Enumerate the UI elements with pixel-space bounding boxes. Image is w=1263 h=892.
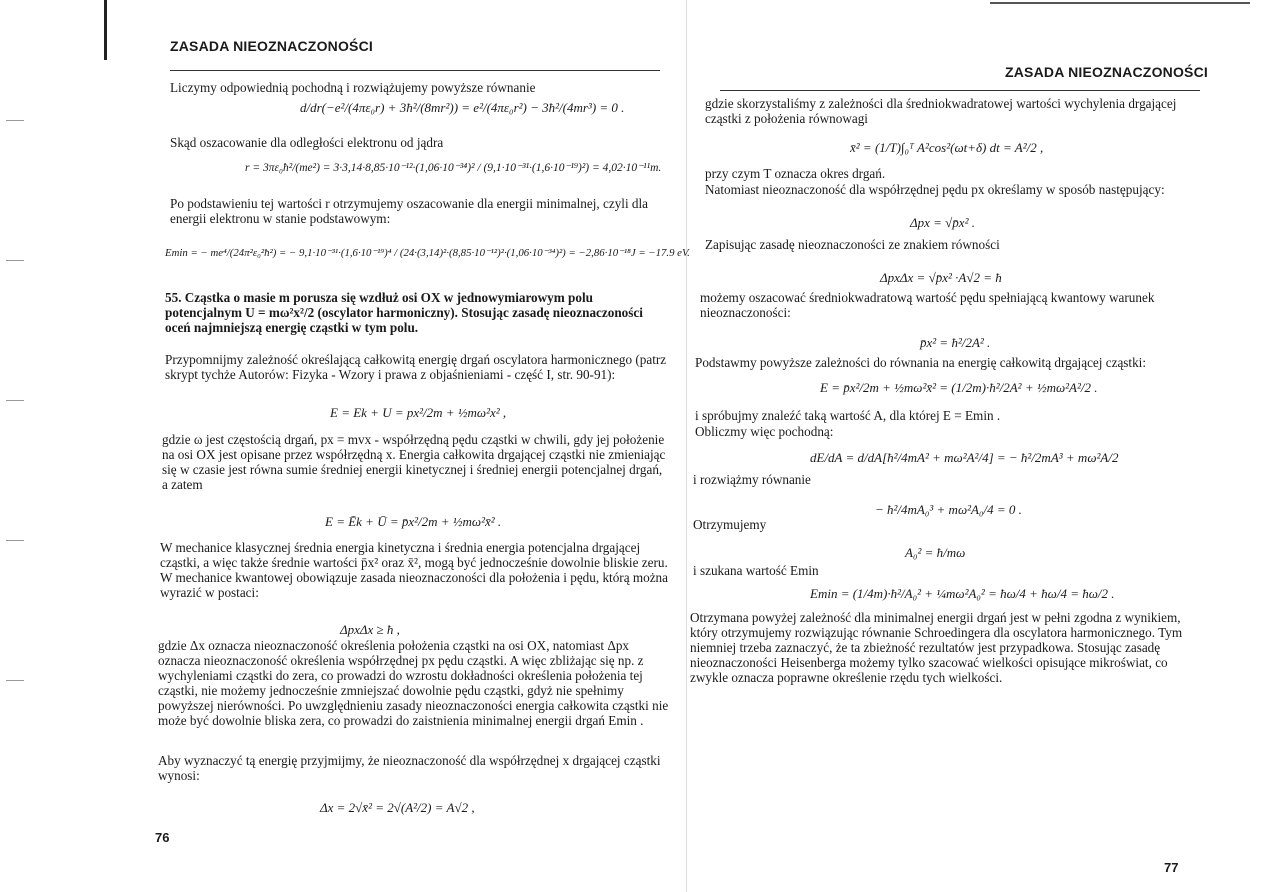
problem-statement: 55. Cząstka o masie m porusza się wzdłuż osi OX w jednowymiarowym polu potencjalnym U = mω²x²/2 (oscylator harmoniczny). Stosując zasadę nieoznaczoności oceń najmniejszą energię cząstki w tym polu. <box>165 290 643 335</box>
paragraph: gdzie skorzystaliśmy z zależności dla średniokwadratowej wartości wychylenia drgającej cząstki z położenia równowagi <box>705 96 1177 126</box>
paragraph: Przypomnijmy zależność określającą całkowitą energię drgań oscylatora harmonicznego (patrz skrypt tychże Autorów: Fizyka - Wzory i prawa z objaśnieniami - część I, str. 90-91): <box>165 352 667 382</box>
paragraph: i rozwiążmy równanie <box>693 472 811 487</box>
paragraph: i szukana wartość Emin <box>693 563 819 578</box>
paragraph: gdzie Δx oznacza nieoznaczoność określenia położenia cząstki na osi OX, natomiast Δpx oznacza nieoznaczoność określenia współrzędnej px pędu cząstki. A więc zbliżając się np. z wychyleniami cząstki do zera, co prowadzi do wzrostu dokładności określenia położenia tej cząstki, nie możemy jednocześnie zmniejszać dowolnie pędu cząstki, gdyż nie spełnimy powyższej nierówności. Po uwzględnieniu zasady nieoznaczoności energia całkowita cząstki nie może być dowolnie bliska zera, co prowadzi do zaistnienia minimalnej energii drgań Emin . <box>158 638 669 728</box>
equation: Δx = 2√x̄² = 2√(A²/2) = A√2 , <box>320 800 475 815</box>
margin-mark <box>6 400 24 401</box>
equation: A₀² = ħ/mω <box>905 545 966 560</box>
equation: ΔpxΔx = √p̄x² ·A√2 = ħ <box>880 270 1002 285</box>
page-header: ZASADA NIEOZNACZONOŚCI <box>170 38 373 54</box>
paragraph: Podstawmy powyższe zależności do równania na energię całkowitą drgającej cząstki: <box>695 355 1147 370</box>
equation: Δpx = √p̄x² . <box>910 215 975 230</box>
binder-edge <box>104 0 107 60</box>
paragraph: Skąd oszacowanie dla odległości elektronu od jądra <box>170 135 444 150</box>
margin-mark <box>6 680 24 681</box>
equation: − ħ²/4mA₀³ + mω²A₀/4 = 0 . <box>875 502 1022 517</box>
equation: ΔpxΔx ≥ ħ , <box>340 622 400 637</box>
paragraph: Liczymy odpowiednią pochodną i rozwiążujemy powyższe równanie <box>170 80 536 95</box>
header-rule <box>170 70 660 71</box>
page-number: 77 <box>1164 860 1179 875</box>
paragraph: gdzie ω jest częstością drgań, px = mvx - współrzędną pędu cząstki w chwili, gdy jej położenie na osi OX jest opisane przez współrzędną x. Energia całkowita drgającej cząstki nie zmieniając się w czasie jest równa sumie średniej energii kinetycznej i średniej energii potencjalnej drgań, a zatem <box>162 432 666 492</box>
equation: dE/dA = d/dA[ħ²/4mA² + mω²A²/4] = − ħ²/2mA³ + mω²A/2 <box>810 450 1119 465</box>
equation: Emin = − me⁴/(24π²ε₀²ħ²) = − 9,1·10⁻³¹·(1,6·10⁻¹⁹)⁴ / (24·(3,14)²·(8,85·10⁻¹²)²·(1,06·10⁻³⁴)²) = −2,86·10⁻¹⁸J = −17.9 eV. <box>165 247 690 259</box>
page-header: ZASADA NIEOZNACZONOŚCI <box>1005 64 1208 80</box>
right-page <box>690 0 1263 892</box>
paragraph: przy czym T oznacza okres drgań. <box>705 166 886 181</box>
paragraph: Natomiast nieoznaczoność dla współrzędnej pędu px określamy w sposób następujący: <box>705 182 1165 197</box>
equation: d/dr(−e²/(4πε₀r) + 3ħ²/(8mr²)) = e²/(4πε₀r²) − 3ħ²/(4mr³) = 0 . <box>300 100 625 115</box>
paragraph: W mechanice klasycznej średnia energia kinetyczna i średnia energia potencjalna drgającej cząstki, a więc także średnie wartości p̄x² oraz x̄², mogą być jednocześnie dowolnie bliskie zeru. W mechanice kwantowej obowiązuje zasada nieoznaczoności dla położenia i pędu, którą można wyrazić w postaci: <box>160 540 668 600</box>
paragraph: Otrzymujemy <box>693 517 767 532</box>
paragraph: i spróbujmy znaleźć taką wartość A, dla której E = Emin . <box>695 408 1001 423</box>
page-number: 76 <box>155 830 170 845</box>
equation: x̄² = (1/T)∫₀ᵀ A²cos²(ωt+δ) dt = A²/2 , <box>850 140 1044 155</box>
equation: E = Ēk + Ū = p̄x²/2m + ½mω²x̄² . <box>325 514 502 529</box>
equation: p̄x² = ħ²/2A² . <box>920 335 991 350</box>
paragraph: możemy oszacować średniokwadratową wartość pędu spełniającą kwantowy warunek nieoznaczoności: <box>700 290 1155 320</box>
paragraph: Otrzymana powyżej zależność dla minimalnej energii drgań jest w pełni zgodna z wynikiem, który otrzymujemy rozwiązując równanie Schroedingera dla oscylatora harmonicznego. Tym niemniej trzeba zaznaczyć, że ta zbieżność rezultatów jest przypadkowa. Stosując zasadę nieoznaczoności Heisenberga możemy tylko szacować wielkości opisujące mikroświat, co zwykle oznacza poprawne określenie rzędu tych wielkości. <box>690 610 1183 685</box>
equation: Emin = (1/4m)·ħ²/A₀² + ¼mω²A₀² = ħω/4 + ħω/4 = ħω/2 . <box>810 586 1115 601</box>
equation: r = 3πε₀ħ²/(me²) = 3·3,14·8,85·10⁻¹²·(1,06·10⁻³⁴)² / (9,1·10⁻³¹·(1,6·10⁻¹⁹)²) = 4,02·10⁻¹¹m. <box>245 162 662 174</box>
equation: E = p̄x²/2m + ½mω²x̄² = (1/2m)·ħ²/2A² + ½mω²A²/2 . <box>820 380 1098 395</box>
margin-mark <box>6 540 24 541</box>
margin-mark <box>6 260 24 261</box>
equation: E = Ek + U = px²/2m + ½mω²x² , <box>330 405 507 420</box>
paragraph: Po podstawieniu tej wartości r otrzymujemy oszacowanie dla energii minimalnej, czyli dla energii elektronu w stanie podstawowym: <box>170 196 649 226</box>
margin-mark <box>6 120 24 121</box>
paragraph: Zapisując zasadę nieoznaczoności ze znakiem równości <box>705 237 1000 252</box>
header-rule <box>720 90 1200 91</box>
paragraph: Aby wyznaczyć tą energię przyjmijmy, że nieoznaczoność dla współrzędnej x drgającej cząstki wynosi: <box>158 753 661 783</box>
paragraph: Obliczmy więc pochodną: <box>695 424 834 439</box>
top-edge-rule <box>990 2 1250 4</box>
